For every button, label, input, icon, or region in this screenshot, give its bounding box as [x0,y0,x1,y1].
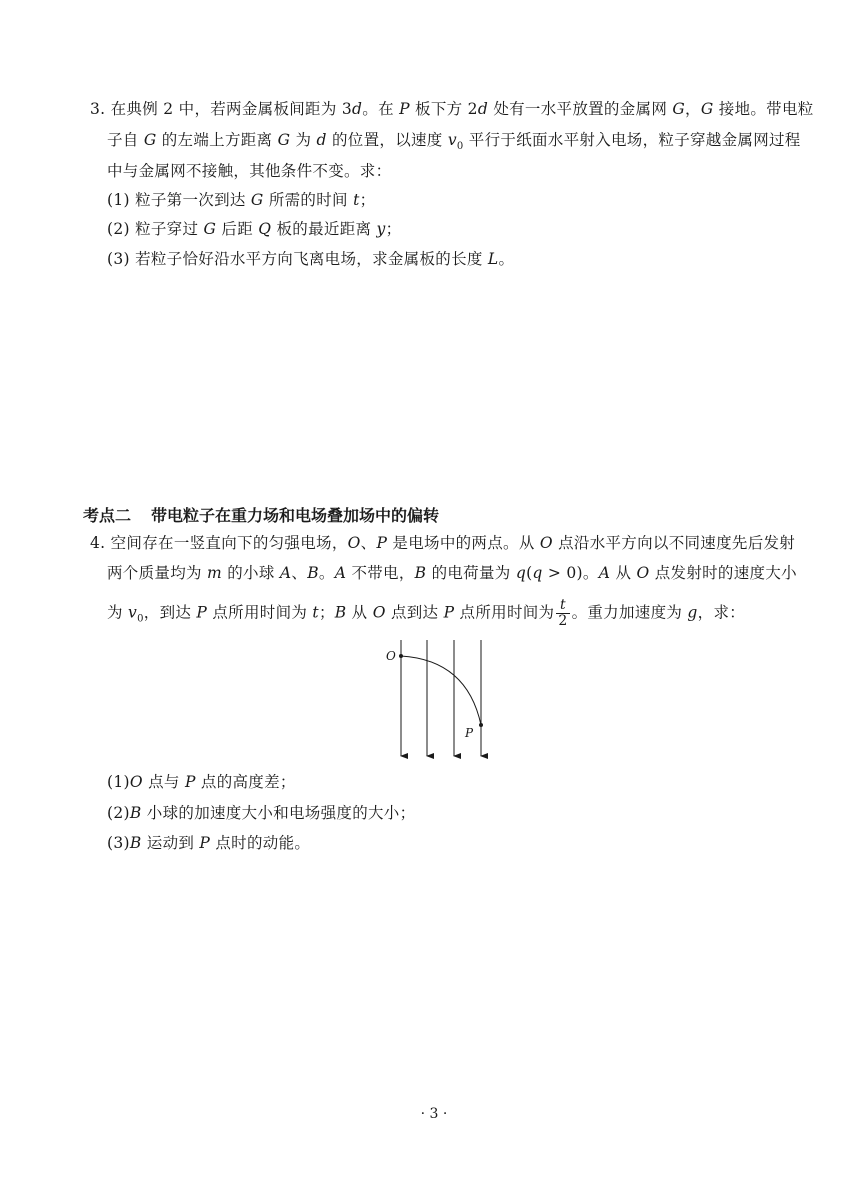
problem4-question2: (2)B 小球的加速度大小和电场强度的大小； [107,804,416,822]
problem4-question1: (1)O 点与 P 点的高度差； [107,773,296,791]
electric-field-diagram [380,636,492,760]
problem4-line1: 4. 空间存在一竖直向下的匀强电场，O、P 是电场中的两点。从 O 点沿水平方向以不同速度先后发射 [90,534,796,552]
problem4-line3: 为 $v_0$，到达 P 点所用时间为 t；B 从 O 点到达 P 点所用时间为 $\frac{t}{2}$ 。重力加速度为 g，求： [107,597,746,629]
problem3-question3: (3) 若粒子恰好沿水平方向飞离电场，求金属板的长度 L。 [107,250,515,268]
label-p: P [465,726,474,740]
trajectory-curve [401,656,481,725]
page-number: · 3 · [420,1106,448,1122]
label-o: O [386,649,396,663]
fraction-t-over-2: $\frac{t}{2}$ [558,597,568,629]
section-heading: 考点二 带电粒子在重力场和电场叠加场中的偏转 [83,506,440,525]
point-o-dot [399,654,403,658]
problem3-question2: (2) 粒子穿过 G 后距 Q 板的最近距离 y； [107,220,402,238]
problem3-question1: (1) 粒子第一次到达 G 所需的时间 t； [107,191,376,209]
problem4-question3: (3)B 运动到 P 点时的动能。 [107,834,311,852]
problem3-line1: 3. 在典例 2 中，若两金属板间距为 3d。在 P 板下方 2d 处有一水平放置的金属网 G，G 接地。带电粒 [90,100,814,118]
problem3-line2: 子自 G 的左端上方距离 G 为 d 的位置，以速度 $v_0$ 平行于纸面水平射入电场，粒子穿越金属网过程 [107,131,801,153]
point-p-dot [479,723,483,727]
problem3-line3: 中与金属网不接触，其他条件不变。求： [107,162,392,180]
problem4-line2: 两个质量均为 m 的小球 A、B。A 不带电，B 的电荷量为 q(q > 0)。A 从 O 点发射时的速度大小 [107,564,797,582]
